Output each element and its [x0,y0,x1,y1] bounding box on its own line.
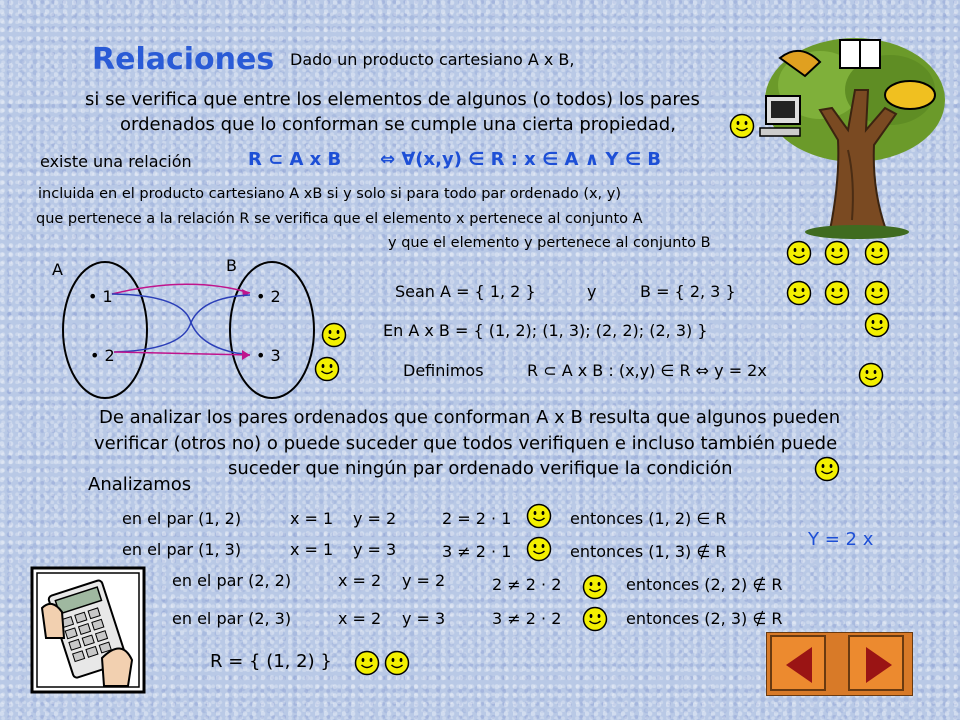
intro-line-1: Dado un producto cartesiano A x B, [290,50,575,69]
example-set-a: Sean A = { 1, 2 } [395,282,536,301]
smiley-icon [824,280,848,304]
set-b-ellipse [230,262,314,398]
example-product: En A x B = { (1, 2); (1, 3); (2, 2); (2, 3) } [383,321,708,340]
row-4-y: y = 3 [402,609,446,628]
arrow-1-2 [112,284,250,294]
row-4-x: x = 2 [338,609,382,628]
smiley-icon [321,322,345,346]
intro-line-2: si se verifica que entre los elementos de algunos (o todos) los pares [85,89,700,110]
example-define-label: Definimos [403,361,484,380]
analysis-line-2: verificar (otros no) o puede suceder que todos verifiquen e incluso también puede [94,433,838,454]
set-a-element-2: • 2 [90,346,115,365]
analizamos-heading: Analizamos [88,474,192,495]
smiley-icon [314,356,338,380]
smiley-icon [814,456,838,480]
definition-expl-2: que pertenece a la relación R se verifica que el elemento x pertenece al conjunto A [36,211,643,227]
definition-label: existe una relación [40,152,192,171]
previous-arrow-icon [772,637,828,693]
next-button[interactable] [848,635,904,691]
example-define-rule: R ⊂ A x B : (x,y) ∈ R ⇔ y = 2x [527,361,767,380]
smiley-icon [864,240,888,264]
set-b-element-1: • 2 [256,287,281,306]
row-1-y: y = 2 [353,509,397,528]
definition-expl-1: incluida en el producto cartesiano A xB si y solo si para todo par ordenado (x, y) [38,186,622,202]
intro-line-3: ordenados que lo conforman se cumple una cierta propiedad, [120,114,676,135]
analysis-line-3: suceder que ningún par ordenado verifique la condición [228,458,733,479]
calculator-clipart-icon [32,568,144,692]
smiley-icon [729,113,753,137]
definition-formula-left: R ⊂ A x B [248,149,342,170]
smiley-icon [858,362,882,386]
row-2-check: 3 ≠ 2 · 1 [442,542,512,561]
set-b-element-2: • 3 [256,346,281,365]
previous-button[interactable] [770,635,826,691]
row-2-x: x = 1 [290,540,334,559]
row-4-pair: en el par (2, 3) [172,609,292,628]
set-a-ellipse [63,262,147,398]
row-3-check: 2 ≠ 2 · 2 [492,575,562,594]
smiley-icon [582,574,606,598]
next-arrow-icon [850,637,906,693]
smiley-icon [864,312,888,336]
smiley-icon [786,240,810,264]
smiley-icon [864,280,888,304]
row-1-check: 2 = 2 · 1 [442,509,512,528]
definition-expl-3: y que el elemento y pertenece al conjunto B [388,235,711,251]
smiley-icon [582,606,606,630]
smiley-icon [526,503,550,527]
set-a-element-1: • 1 [88,287,113,306]
conclusion: R = { (1, 2) } [210,651,332,672]
row-2-pair: en el par (1, 3) [122,540,242,559]
row-3-result: entonces (2, 2) ∉ R [626,575,783,594]
tree-clipart-icon [760,30,950,240]
smiley-icon [824,240,848,264]
row-4-check: 3 ≠ 2 · 2 [492,609,562,628]
row-2-result: entonces (1, 3) ∉ R [570,542,727,561]
row-3-y: y = 2 [402,571,446,590]
page-title: Relaciones [92,42,275,77]
smiley-icon [526,536,550,560]
row-4-result: entonces (2, 3) ∉ R [626,609,783,628]
row-3-x: x = 2 [338,571,382,590]
row-1-pair: en el par (1, 2) [122,509,242,528]
arrow-2-3 [114,352,250,355]
row-3-pair: en el par (2, 2) [172,571,292,590]
sets-diagram [40,255,310,405]
set-a-label: A [52,260,63,279]
row-1-x: x = 1 [290,509,334,528]
analysis-line-1: De analizar los pares ordenados que conforman A x B resulta que algunos pueden [99,407,841,428]
smiley-icon [786,280,810,304]
set-b-label: B [226,256,237,275]
smiley-icon [354,650,378,674]
row-2-y: y = 3 [353,540,397,559]
example-set-b: B = { 2, 3 } [640,282,736,301]
rule-label: Y = 2 x [808,529,874,550]
example-conj: y [587,282,597,301]
definition-formula-right: ⇔ ∀(x,y) ∈ R : x ∈ A ∧ Y ∈ B [380,149,661,170]
smiley-icon [384,650,408,674]
row-1-result: entonces (1, 2) ∈ R [570,509,727,528]
